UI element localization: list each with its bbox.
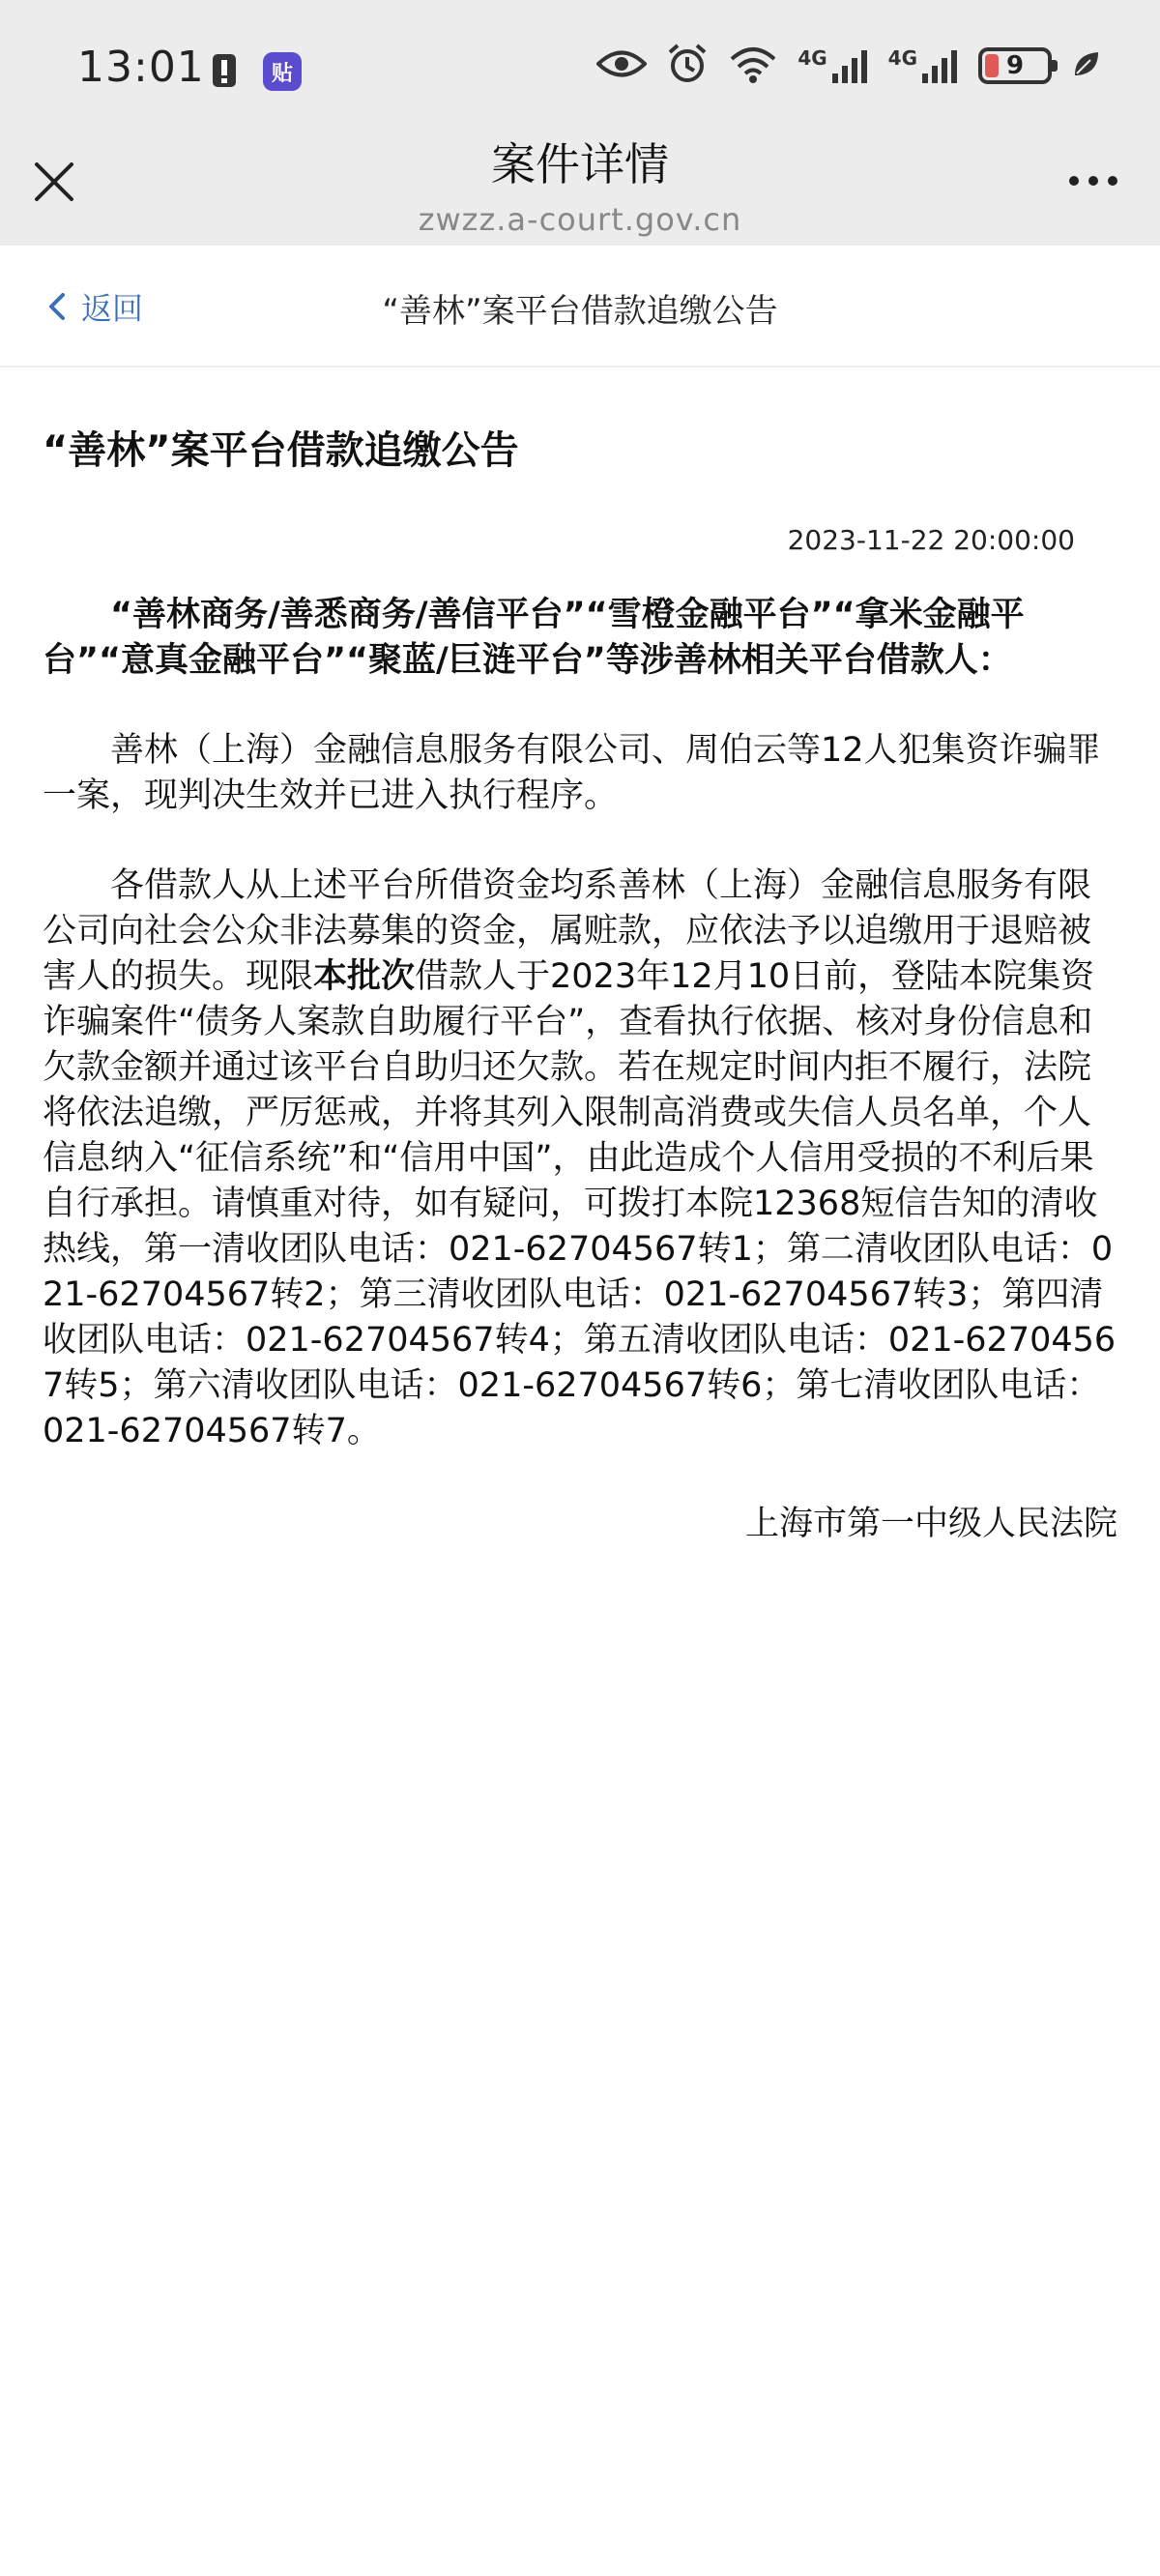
battery-icon — [978, 47, 1052, 84]
close-button[interactable] — [27, 155, 81, 209]
status-time: 13:01 — [77, 43, 205, 92]
title-block — [290, 130, 870, 238]
status-left-icons — [211, 50, 302, 93]
article-date: 2023-11-22 20:00:00 — [787, 524, 1075, 556]
wifi-icon — [728, 44, 778, 88]
back-label: 返回 — [81, 290, 144, 327]
article-paragraph-addressees: “善林商务/善悉商务/善信平台”“雪橙金融平台”“拿米金融平台”“意真金融平台”“聚蓝/巨涟平台”等涉善林相关平台借款人： — [43, 596, 1025, 680]
network-label-1: 4G — [798, 46, 827, 70]
article-paragraph-case: 善林（上海）金融信息服务有限公司、周伯云等12人犯集资诈骗罪一案，现判决生效并已进入执行程序。 — [43, 731, 1101, 815]
more-dot-icon — [1088, 176, 1098, 186]
tieba-app-icon — [263, 52, 302, 91]
notice-text-after: 借款人于2023年12月10日前，登陆本院集资诈骗案件“债务人案款自助履行平台”，查看执行依据、核对身份信息和欠款金额并通过该平台自助归还欠款。若在规定时间内拒不履行，法院将依法追缴，严厉惩戒，并将其列入限制高消费或失信人员名单，个人信息纳入“征信系统”和“信用中国”，由此造成个人信用受损的不利后果自行承担。请慎重对待，如有疑问，可拨打本院12368短信告知的清收热线，第一清收团队电话：021-62704567转1；第二清收团队电话：021-62704567转2；第三清收团队电话：021-62704567转3；第四清收团队电话：021-62704567转4；第五清收团队电话：021-62704567转5；第六清收团队电话：021-62704567转6；第七清收团队电话：021-62704567转7。 — [43, 957, 1116, 1450]
more-dot-icon — [1069, 176, 1079, 186]
article-body — [43, 366, 1117, 1545]
notice-text-bold: 本批次 — [313, 957, 416, 996]
article-title: “善林”案平台借款追缴公告 — [43, 428, 519, 473]
header-url: zwzz.a-court.gov.cn — [418, 201, 742, 238]
chevron-left-icon — [46, 291, 68, 322]
status-right-icons — [596, 43, 1102, 89]
alert-icon — [211, 50, 238, 93]
battery-level: 9 — [1005, 51, 1025, 80]
alarm-icon — [666, 43, 709, 89]
network-label-2: 4G — [887, 46, 917, 70]
browser-header-area — [0, 0, 1160, 246]
nav-page-title: “善林”案平台借款追缴公告 — [382, 292, 778, 331]
tieba-icon-label: 贴 — [271, 61, 293, 86]
page-nav-bar — [0, 246, 1160, 367]
eye-icon — [596, 47, 647, 84]
close-icon — [27, 155, 81, 209]
more-options-button[interactable] — [1069, 166, 1127, 195]
notice-text-before: 各借款人从上述平台所借资金均系善林（上海）金融信息服务有限公司向社会公众非法募集的资金，属赃款，应依法予以追缴用于退赔被害人的损失。现限 — [43, 866, 1092, 996]
signal-4g-icon-2 — [888, 46, 959, 85]
more-dot-icon — [1108, 176, 1117, 186]
article-paragraph-notice — [43, 864, 1117, 1454]
header-title: 案件详情 — [491, 138, 669, 190]
leaf-icon — [1071, 48, 1102, 83]
status-bar — [0, 0, 1160, 145]
signal-4g-icon-1 — [798, 46, 868, 85]
article-signature: 上海市第一中级人民法院 — [744, 1505, 1117, 1543]
browser-title-bar — [0, 126, 1160, 246]
back-button[interactable] — [46, 284, 143, 329]
